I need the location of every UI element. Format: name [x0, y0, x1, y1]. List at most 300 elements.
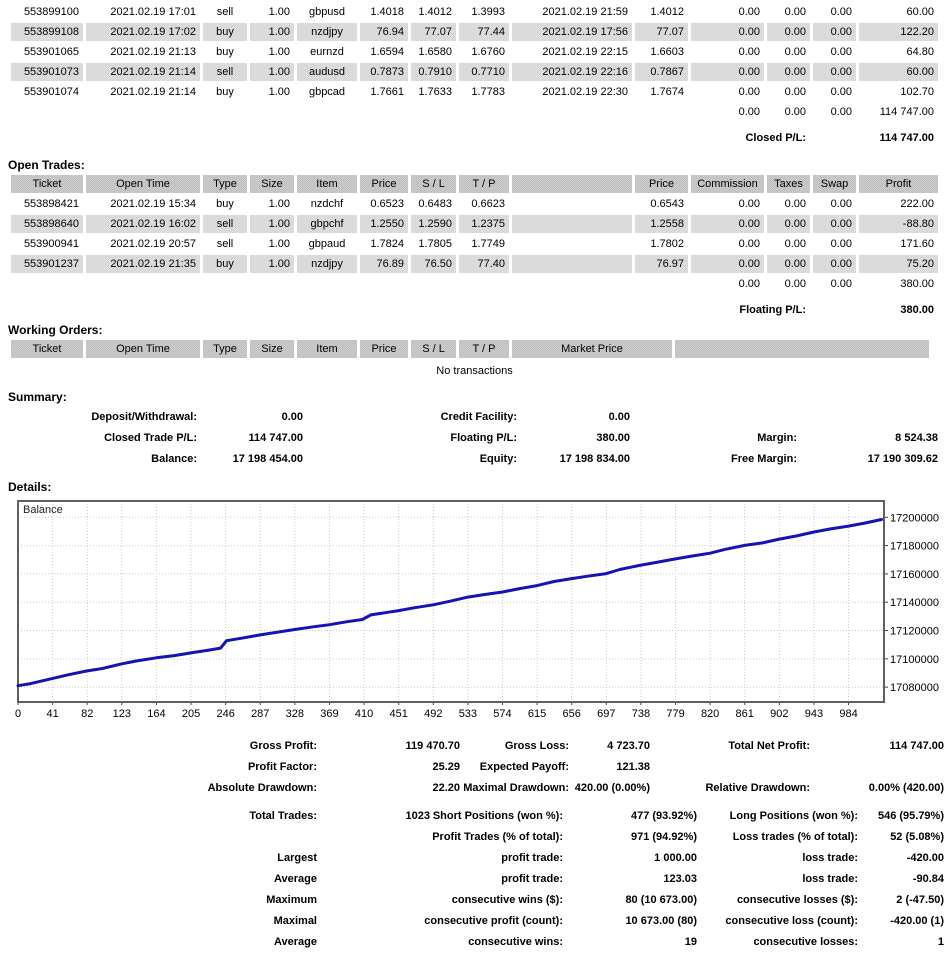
table-cell [635, 103, 688, 121]
y-axis-label: 17140000 [890, 597, 939, 610]
stat-label: consecutive wins: [468, 936, 563, 948]
table-cell: 1.00 [250, 63, 294, 81]
working-orders-heading: Working Orders: [8, 323, 103, 337]
x-axis-label: 738 [631, 708, 651, 720]
stat-label: Long Positions (won %): [729, 810, 858, 822]
table-cell: sell [203, 63, 247, 81]
table-cell: 0.00 [784, 6, 806, 18]
table-cell: 0.00 [691, 255, 764, 273]
column-header: Ticket [11, 175, 83, 193]
x-axis-label: 123 [112, 708, 131, 720]
stat-row [0, 757, 949, 778]
stat-row [0, 778, 949, 799]
stat-label: loss trade: [802, 873, 858, 885]
table-cell [250, 275, 294, 293]
table-cell: 1.6580 [418, 46, 452, 58]
column-header: Open Time [86, 340, 200, 358]
table-cell: 0.7867 [635, 63, 688, 81]
table-cell: 2021.02.19 15:34 [110, 198, 196, 210]
table-cell [512, 235, 632, 253]
stat-value: -420.00 [906, 852, 944, 864]
table-cell: buy [216, 198, 234, 210]
stat-value: 380.00 [596, 432, 630, 444]
details-heading: Details: [8, 480, 52, 494]
x-axis-label: 246 [216, 708, 235, 720]
balance-chart-svg [8, 498, 941, 720]
stat-label: Expected Payoff: [479, 761, 569, 773]
table-cell: 60.00 [859, 63, 938, 81]
table-row [11, 215, 938, 233]
table-cell: 1.00 [250, 215, 294, 233]
column-header: Profit [859, 175, 938, 193]
totals-cell: 114 747.00 [879, 106, 934, 118]
x-axis-label: 287 [251, 708, 270, 720]
table-cell: buy [216, 46, 234, 58]
stat-value: -420.00 (1) [890, 915, 944, 927]
column-header: T / P [459, 175, 509, 193]
table-cell: 2021.02.19 16:02 [86, 215, 200, 233]
stat-row [0, 736, 949, 757]
table-cell: 0.7910 [411, 63, 456, 81]
table-cell: 0.00 [738, 198, 760, 210]
stat-row [0, 911, 949, 932]
stat-value: 22.20 [432, 782, 460, 794]
column-header: Market Price [512, 340, 672, 358]
stat-label: Equity: [479, 453, 517, 465]
table-cell: 0.00 [738, 6, 760, 18]
stat-value: 0.00% (420.00) [868, 782, 944, 794]
stat-value: 119 470.70 [405, 740, 460, 752]
table-cell: 0.6523 [370, 198, 404, 210]
table-cell: 1.00 [268, 6, 290, 18]
table-cell: 1.00 [268, 46, 290, 58]
stat-value: 17 198 454.00 [232, 453, 303, 465]
pl-row [11, 295, 938, 319]
x-axis-label: 205 [181, 708, 201, 720]
column-header: Size [250, 175, 294, 193]
stat-row [0, 848, 949, 869]
table-cell: 553901065 [23, 46, 79, 58]
stat-row [0, 890, 949, 911]
stat-label: Relative Drawdown: [705, 782, 810, 794]
table-cell: 1.7661 [370, 86, 404, 98]
table-cell: nzdchf [310, 198, 344, 210]
column-header: Price [360, 175, 408, 193]
table-cell: 2021.02.19 21:14 [110, 86, 196, 98]
table-cell: 76.89 [360, 255, 408, 273]
stat-label: Absolute Drawdown: [207, 782, 317, 794]
table-cell: 553901073 [11, 63, 83, 81]
table-cell: 1.00 [268, 86, 290, 98]
stat-value: 25.29 [432, 761, 460, 773]
table-cell: 0.00 [738, 238, 760, 250]
stat-row [0, 806, 949, 827]
table-cell: 1.6760 [471, 46, 505, 58]
table-cell: 1.00 [250, 255, 294, 273]
summary-row [0, 407, 949, 428]
column-header: S / L [411, 340, 456, 358]
table-cell: 0.00 [813, 23, 856, 41]
table-row [11, 83, 938, 101]
table-cell: gbpaud [308, 238, 346, 250]
table-cell [360, 103, 408, 121]
stat-label: Average [273, 936, 317, 948]
pl-label: Closed P/L: [745, 131, 806, 144]
table-cell: buy [216, 86, 234, 98]
table-cell [297, 103, 357, 121]
table-cell [459, 275, 509, 293]
stat-label: Gross Profit: [249, 740, 317, 752]
header-row [11, 175, 938, 193]
stat-label: profit trade: [501, 852, 563, 864]
stat-label: Total Trades: [249, 810, 317, 822]
table-cell [411, 103, 456, 121]
table-cell: 1.2550 [360, 215, 408, 233]
closed-trades-table [8, 1, 941, 149]
table-cell: 0.00 [813, 255, 856, 273]
table-cell: 2021.02.19 22:15 [542, 46, 628, 58]
totals-cell: 380.00 [900, 278, 934, 290]
x-axis-label: 369 [320, 708, 339, 720]
x-axis-label: 164 [147, 708, 166, 720]
table-cell: 171.60 [900, 238, 934, 250]
table-cell: 2021.02.19 17:01 [110, 6, 196, 18]
table-cell: -88.80 [859, 215, 938, 233]
stat-value: 17 198 834.00 [559, 453, 630, 465]
table-cell: 2021.02.19 21:13 [110, 46, 196, 58]
table-cell: 1.7749 [471, 238, 505, 250]
column-header: Ticket [11, 340, 83, 358]
table-cell: 0.6623 [471, 198, 505, 210]
stat-value: 0.00 [281, 411, 303, 423]
table-cell: 0.00 [767, 215, 810, 233]
stat-label: consecutive losses: [753, 936, 858, 948]
stat-value: 1023 [405, 810, 430, 822]
column-header: Type [203, 340, 247, 358]
stat-value: 121.38 [616, 761, 650, 773]
open-trades-table [8, 173, 941, 321]
table-cell: 0.00 [767, 63, 810, 81]
column-header: Item [297, 340, 357, 358]
table-row [11, 3, 938, 21]
balance-chart [8, 498, 941, 723]
table-cell: 1.2590 [411, 215, 456, 233]
stat-value: 19 [684, 936, 697, 948]
x-axis-label: 41 [46, 708, 59, 720]
table-cell: 102.70 [900, 86, 934, 98]
stat-value: 0.00 [608, 411, 630, 423]
stat-row [0, 869, 949, 890]
column-header: Price [635, 175, 688, 193]
stat-label: profit trade: [501, 873, 563, 885]
table-cell: 1.6594 [370, 46, 404, 58]
stat-label: consecutive losses ($): [736, 894, 858, 906]
stat-label: Average [273, 873, 317, 885]
stat-value: 80 (10 673.00) [625, 894, 697, 906]
x-axis-label: 984 [839, 708, 858, 720]
y-axis-label: 17100000 [890, 653, 939, 666]
stat-label: Maximal [273, 915, 317, 927]
x-axis-label: 574 [493, 708, 512, 720]
table-cell: 1.6603 [650, 46, 684, 58]
table-cell: 1.2375 [459, 215, 509, 233]
table-cell: 553901237 [11, 255, 83, 273]
column-header: T / P [459, 340, 509, 358]
table-cell: 1.3993 [471, 6, 505, 18]
table-cell [86, 275, 200, 293]
table-cell: 1.7824 [370, 238, 404, 250]
table-cell: 2021.02.19 17:56 [512, 23, 632, 41]
table-row [11, 195, 938, 213]
working-orders-table [8, 338, 932, 360]
table-cell [86, 103, 200, 121]
table-cell: 0.00 [830, 86, 852, 98]
stat-label: consecutive profit (count): [424, 915, 563, 927]
x-axis-label: 943 [804, 708, 824, 720]
totals-cell: 0.00 [738, 106, 760, 118]
table-cell: 553899108 [11, 23, 83, 41]
stat-label: Maximal Drawdown: [463, 782, 569, 794]
table-cell: 0.00 [738, 86, 760, 98]
column-header: Type [203, 175, 247, 193]
table-cell: 1.7633 [418, 86, 452, 98]
stat-row [0, 932, 949, 953]
summary-row [0, 428, 949, 449]
table-cell: 1.7783 [471, 86, 505, 98]
table-cell: 1.00 [268, 198, 290, 210]
stat-label: Largest [277, 852, 317, 864]
table-cell: 1.4018 [370, 6, 404, 18]
x-axis-label: 0 [14, 708, 22, 720]
stat-value: 1 [937, 936, 944, 948]
stat-value: 114 747.00 [248, 432, 303, 444]
totals-row [11, 275, 938, 293]
table-cell: 0.6543 [650, 198, 684, 210]
table-row [11, 43, 938, 61]
table-cell: 553899100 [23, 6, 79, 18]
table-cell [459, 103, 509, 121]
table-cell: 553901074 [23, 86, 79, 98]
table-cell: 77.40 [459, 255, 509, 273]
table-cell: audusd [297, 63, 357, 81]
stat-label: Margin: [757, 432, 797, 444]
y-axis-label: 17080000 [890, 682, 939, 695]
table-cell: nzdjpy [297, 255, 357, 273]
table-cell: 0.00 [830, 6, 852, 18]
column-header: Open Time [86, 175, 200, 193]
stat-value: 1 000.00 [654, 852, 697, 864]
x-axis-label: 779 [666, 708, 685, 720]
table-cell: buy [203, 255, 247, 273]
stat-label: loss trade: [802, 852, 858, 864]
table-cell [512, 215, 632, 233]
table-cell: 1.4012 [650, 6, 684, 18]
table-row [11, 63, 938, 81]
table-cell: 77.07 [411, 23, 456, 41]
totals-cell: 0.00 [738, 278, 760, 290]
table-cell: 2021.02.19 21:14 [86, 63, 200, 81]
table-cell [512, 255, 632, 273]
table-cell: 0.00 [784, 198, 806, 210]
x-axis-label: 861 [735, 708, 754, 720]
table-cell [512, 275, 632, 293]
column-header: Price [360, 340, 408, 358]
x-axis-label: 410 [354, 708, 374, 720]
table-cell: 1.7805 [418, 238, 452, 250]
stat-label: Credit Facility: [440, 411, 517, 423]
table-cell: 1.2558 [635, 215, 688, 233]
stat-label: Closed Trade P/L: [104, 432, 197, 444]
table-cell: 2021.02.19 20:57 [110, 238, 196, 250]
pl-value: 114 747.00 [879, 131, 934, 144]
table-cell: 0.00 [767, 255, 810, 273]
totals-row [11, 103, 938, 121]
table-cell [250, 103, 294, 121]
column-header: Commission [691, 175, 764, 193]
table-cell: 76.97 [635, 255, 688, 273]
table-cell: 222.00 [900, 198, 934, 210]
stat-value: 52 (5.08%) [890, 831, 944, 843]
table-row [11, 235, 938, 253]
stat-value: 17 190 309.62 [867, 453, 938, 465]
table-cell: sell [216, 238, 234, 250]
table-cell: 0.6483 [418, 198, 452, 210]
table-cell: 122.20 [859, 23, 938, 41]
table-cell [203, 275, 247, 293]
table-cell: 0.00 [691, 63, 764, 81]
x-axis-label: 533 [458, 708, 478, 720]
stat-label: Maximum [266, 894, 317, 906]
stat-label: Total Net Profit: [728, 740, 810, 752]
column-header [675, 340, 929, 358]
stat-label: Loss trades (% of total): [732, 831, 858, 843]
table-cell: 0.00 [784, 46, 806, 58]
stat-label: Free Margin: [730, 453, 797, 465]
table-cell [635, 275, 688, 293]
table-cell: 0.00 [813, 215, 856, 233]
stat-value: 123.03 [663, 873, 697, 885]
table-cell: 64.80 [906, 46, 934, 58]
stat-label: Profit Trades (% of total): [432, 831, 563, 843]
table-cell: 0.7873 [360, 63, 408, 81]
table-cell: 77.07 [635, 23, 688, 41]
y-axis-label: 17120000 [890, 625, 939, 638]
table-cell: 0.00 [830, 46, 852, 58]
y-axis-label: 17180000 [890, 540, 939, 553]
table-cell: 0.00 [691, 23, 764, 41]
stats-block-2 [0, 806, 949, 953]
column-header [512, 175, 632, 193]
stat-value: -90.84 [912, 873, 944, 885]
table-cell: 0.00 [738, 46, 760, 58]
table-cell: 0.00 [691, 215, 764, 233]
stat-value: 420.00 (0.00%) [574, 782, 650, 794]
column-header: Item [297, 175, 357, 193]
y-axis-label: 17160000 [890, 568, 939, 581]
x-axis-label: 902 [770, 708, 789, 720]
table-cell [11, 103, 83, 121]
no-transactions-text: No transactions [436, 365, 513, 377]
stats-block-1 [0, 736, 949, 799]
stat-label: Short Positions (won %): [432, 810, 563, 822]
table-cell: 75.20 [859, 255, 938, 273]
table-cell: 76.94 [360, 23, 408, 41]
stat-label: Gross Loss: [504, 740, 569, 752]
table-cell [11, 275, 83, 293]
table-cell: 2021.02.19 22:30 [542, 86, 628, 98]
pl-row [11, 123, 938, 147]
table-cell [411, 275, 456, 293]
stat-label: Balance: [151, 453, 197, 465]
stat-value: 114 747.00 [889, 740, 944, 752]
table-cell: gbpcad [308, 86, 346, 98]
totals-cell: 0.00 [830, 106, 852, 118]
stat-value: 8 524.38 [895, 432, 938, 444]
pl-value: 380.00 [900, 303, 934, 316]
stat-row [0, 827, 949, 848]
table-cell: 553900941 [23, 238, 79, 250]
stat-value: 10 673.00 (80) [625, 915, 697, 927]
column-header: Size [250, 340, 294, 358]
stat-value: 2 (-47.50) [896, 894, 944, 906]
table-cell: buy [203, 23, 247, 41]
stat-label: Deposit/Withdrawal: [91, 411, 197, 423]
stat-value: 546 (95.79%) [877, 810, 944, 822]
table-cell: 0.00 [784, 86, 806, 98]
table-cell: 60.00 [906, 6, 934, 18]
stat-value: 971 (94.92%) [630, 831, 697, 843]
stat-value: 477 (93.92%) [630, 810, 697, 822]
table-cell: 553898421 [23, 198, 79, 210]
stat-label: consecutive loss (count): [725, 915, 858, 927]
table-cell: 76.50 [411, 255, 456, 273]
summary-row [0, 449, 949, 470]
table-cell: 2021.02.19 21:35 [86, 255, 200, 273]
table-cell: 0.00 [784, 238, 806, 250]
column-header: Taxes [767, 175, 810, 193]
table-cell: 1.7802 [650, 238, 684, 250]
x-axis-label: 656 [562, 708, 581, 720]
x-axis-label: 328 [285, 708, 305, 720]
table-cell: sell [203, 215, 247, 233]
table-cell: 2021.02.19 22:16 [512, 63, 632, 81]
table-cell: 2021.02.19 21:59 [542, 6, 628, 18]
x-axis-label: 615 [527, 708, 547, 720]
table-cell: 553898640 [11, 215, 83, 233]
table-cell: 0.7710 [459, 63, 509, 81]
totals-cell: 0.00 [784, 278, 806, 290]
table-row [11, 23, 938, 41]
table-cell [512, 103, 632, 121]
x-axis-label: 697 [597, 708, 616, 720]
open-trades-heading: Open Trades: [8, 158, 85, 172]
header-row [11, 340, 929, 358]
stat-value: 4 723.70 [607, 740, 650, 752]
table-cell [203, 103, 247, 121]
table-cell: gbpusd [308, 6, 346, 18]
table-cell [297, 275, 357, 293]
table-cell: 2021.02.19 17:02 [86, 23, 200, 41]
table-cell: 0.00 [813, 63, 856, 81]
table-row [11, 255, 938, 273]
chart-title: Balance [23, 504, 63, 516]
table-cell: 1.00 [250, 23, 294, 41]
table-cell: 0.00 [767, 23, 810, 41]
y-axis-label: 17200000 [890, 512, 939, 525]
table-cell [360, 275, 408, 293]
x-axis-label: 82 [81, 708, 94, 720]
totals-cell: 0.00 [830, 278, 852, 290]
